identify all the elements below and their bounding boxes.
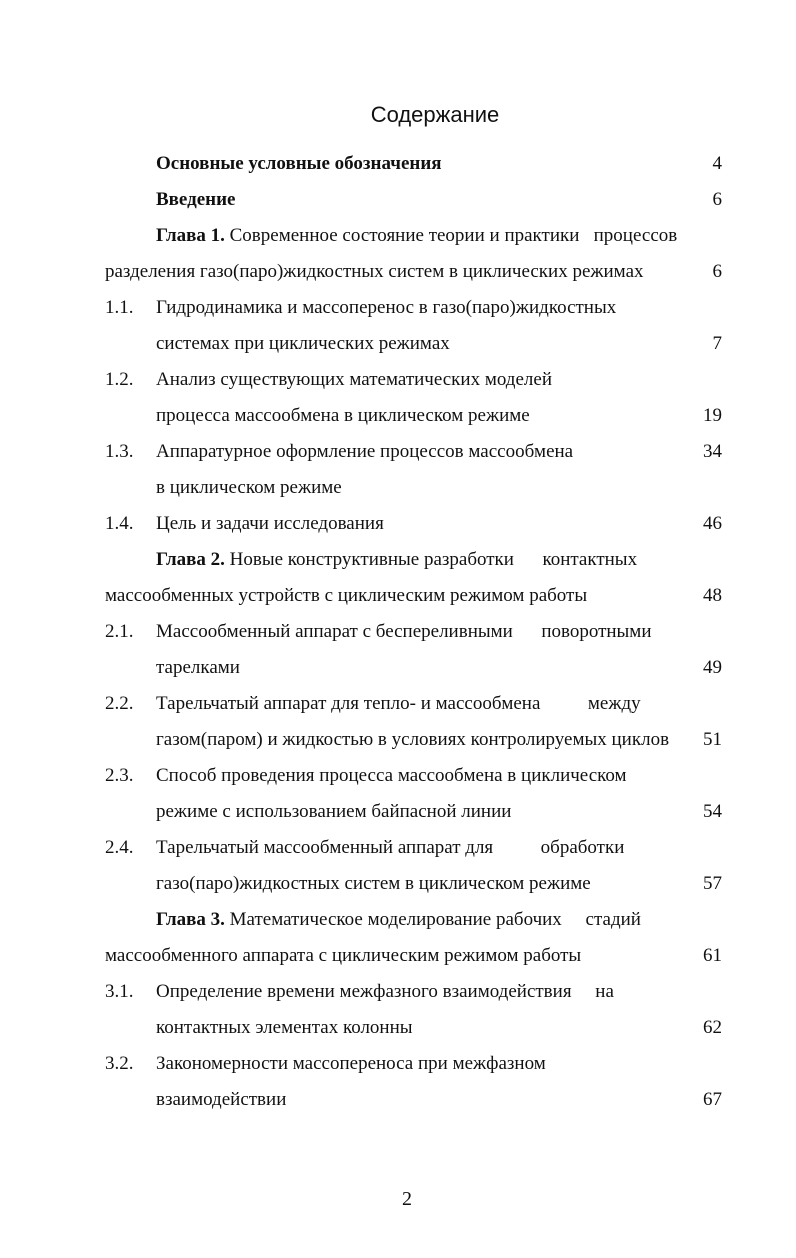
entry-page-number: 34	[703, 441, 722, 462]
toc-entry	[0, 258, 796, 286]
toc-entry	[0, 294, 796, 322]
entry-title: тарелками	[156, 657, 240, 678]
toc-entry	[0, 726, 796, 754]
toc-entry	[0, 474, 796, 502]
toc-entry	[0, 978, 796, 1006]
entry-title: Глава 3. Математическое моделирование рабочих стадий	[156, 909, 641, 930]
entry-title: Тарельчатый аппарат для тепло- и массообмена между	[156, 693, 641, 714]
entry-title: Глава 1. Современное состояние теории и практики процессов	[156, 225, 678, 246]
entry-title: системах при циклических режимах	[156, 333, 450, 354]
entry-page-number: 67	[703, 1089, 722, 1110]
toc-entry	[0, 366, 796, 394]
toc-entry	[0, 582, 796, 610]
entry-title: взаимодействии	[156, 1089, 287, 1110]
section-number: 2.2.	[105, 693, 134, 714]
toc-entry	[0, 1086, 796, 1114]
toc-entry	[0, 870, 796, 898]
toc-entry	[0, 906, 796, 934]
entry-title: массообменных устройств с циклическим режимом работы	[105, 585, 588, 606]
toc-entry	[0, 834, 796, 862]
entry-title: газо(паро)жидкостных систем в циклическом режиме	[156, 873, 591, 894]
entry-page-number: 6	[712, 189, 722, 210]
entry-title: Тарельчатый массообменный аппарат для обработки	[156, 837, 625, 858]
toc-entry	[0, 690, 796, 718]
entry-title: контактных элементах колонны	[156, 1017, 413, 1038]
section-number: 2.3.	[105, 765, 134, 786]
entry-page-number: 49	[703, 657, 722, 678]
entry-page-number: 19	[703, 405, 722, 426]
toc-entry	[0, 402, 796, 430]
entry-bold-label: Глава 3.	[156, 909, 225, 930]
entry-page-number: 51	[703, 729, 722, 750]
entry-title: Глава 2. Новые конструктивные разработки контактных	[156, 549, 638, 570]
section-number: 2.1.	[105, 621, 134, 642]
entry-page-number: 57	[703, 873, 722, 894]
section-number: 2.4.	[105, 837, 134, 858]
entry-page-number: 48	[703, 585, 722, 606]
entry-page-number: 61	[703, 945, 722, 966]
toc-entry	[0, 762, 796, 790]
entry-title: Гидродинамика и массоперенос в газо(паро)жидкостных	[156, 297, 617, 318]
entry-title: режиме с использованием байпасной линии	[156, 801, 512, 822]
toc-entry	[0, 654, 796, 682]
entry-title: Анализ существующих математических моделей	[156, 369, 552, 390]
entry-page-number: 7	[712, 333, 722, 354]
entry-bold-label: Введение	[156, 189, 236, 210]
section-number: 3.2.	[105, 1053, 134, 1074]
entry-title: газом(паром) и жидкостью в условиях контролируемых циклов	[156, 729, 670, 750]
section-number: 1.4.	[105, 513, 134, 534]
entry-page-number: 4	[712, 153, 722, 174]
entry-title	[156, 150, 442, 178]
toc-entry	[0, 1050, 796, 1078]
entry-page-number: 46	[703, 513, 722, 534]
entry-page-number: 54	[703, 801, 722, 822]
entry-title: Массообменный аппарат с беспереливными поворотными	[156, 621, 652, 642]
toc-entry	[0, 510, 796, 538]
entry-title: Определение времени межфазного взаимодействия на	[156, 981, 614, 1002]
entry-title: массообменного аппарата с циклическим режимом работы	[105, 945, 582, 966]
page-title: Содержание	[370, 102, 500, 127]
section-number: 1.2.	[105, 369, 134, 390]
section-number: 1.3.	[105, 441, 134, 462]
toc-entry	[0, 330, 796, 358]
entry-bold-label: Глава 1.	[156, 225, 225, 246]
entry-title: в циклическом режиме	[156, 477, 342, 498]
entry-bold-label: Основные условные обозначения	[156, 153, 442, 174]
entry-title: Цель и задачи исследования	[156, 513, 384, 534]
toc-entry	[0, 1014, 796, 1042]
section-number: 3.1.	[105, 981, 134, 1002]
toc-entry	[0, 438, 796, 466]
toc-entry	[0, 798, 796, 826]
entry-title	[156, 186, 236, 214]
entry-title: Способ проведения процесса массообмена в циклическом	[156, 765, 627, 786]
entry-page-number: 6	[712, 261, 722, 282]
entry-title: Закономерности массопереноса при межфазном	[156, 1053, 546, 1074]
page-number: 2	[402, 1188, 412, 1210]
toc-entry	[0, 186, 796, 214]
toc-entry	[0, 618, 796, 646]
section-number: 1.1.	[105, 297, 134, 318]
entry-title: процесса массообмена в циклическом режиме	[156, 405, 530, 426]
entry-page-number: 62	[703, 1017, 722, 1038]
toc-entry	[0, 150, 796, 178]
toc-entry	[0, 546, 796, 574]
entry-bold-label: Глава 2.	[156, 549, 225, 570]
entry-title: разделения газо(паро)жидкостных систем в циклических режимах	[105, 261, 644, 282]
toc-entry	[0, 942, 796, 970]
entry-title: Аппаратурное оформление процессов массообмена	[156, 441, 574, 462]
toc-entry	[0, 222, 796, 250]
